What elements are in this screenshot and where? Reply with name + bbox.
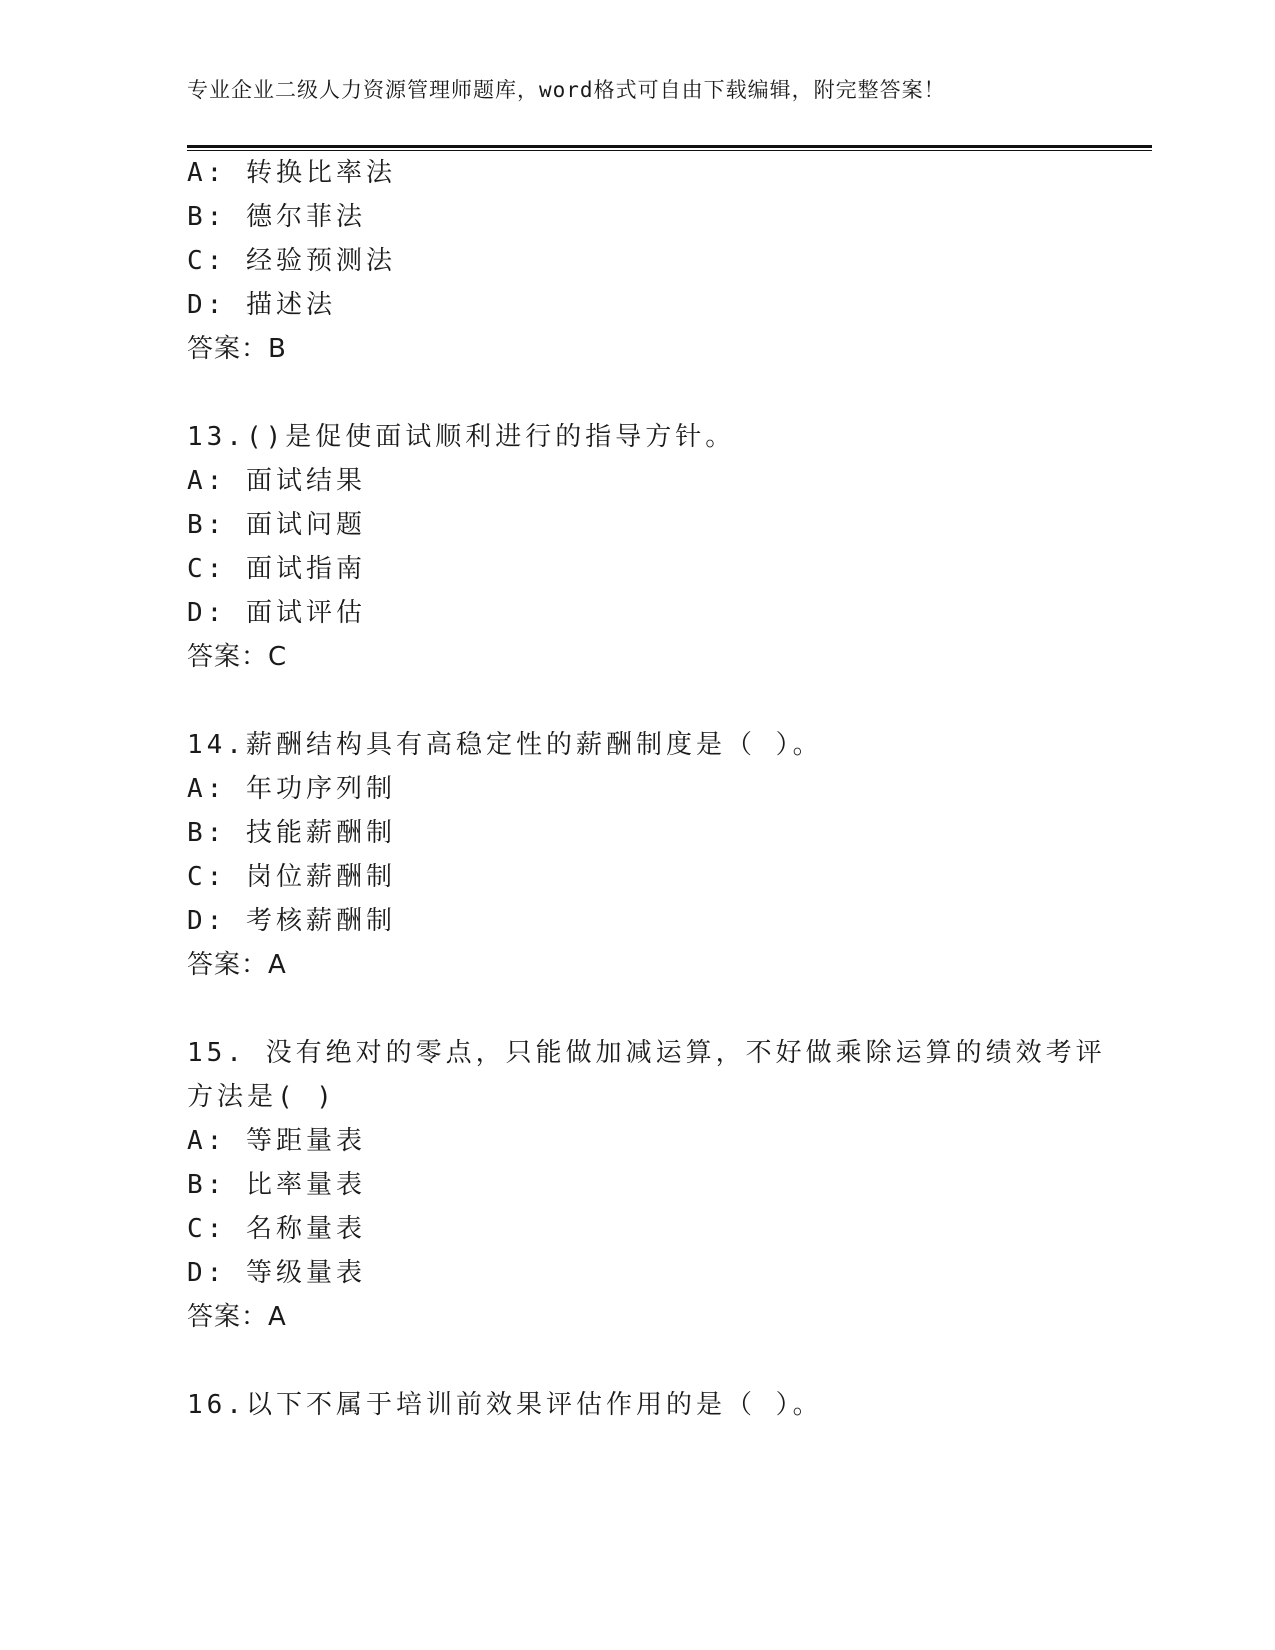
option-c: C: 岗位薪酬制 bbox=[187, 862, 396, 892]
option-c: C: 面试指南 bbox=[187, 554, 366, 584]
option-b: B: 面试问题 bbox=[187, 510, 366, 540]
option-d: D: 考核薪酬制 bbox=[187, 906, 396, 936]
option-d: D: 面试评估 bbox=[187, 598, 366, 628]
option-c: C: 名称量表 bbox=[187, 1214, 366, 1244]
option-c: C: 经验预测法 bbox=[187, 246, 396, 276]
option-b: B: 比率量表 bbox=[187, 1170, 366, 1200]
option-b: B: 德尔菲法 bbox=[187, 202, 366, 232]
page-header: 专业企业二级人力资源管理师题库，word格式可自由下载编辑，附完整答案！ bbox=[187, 78, 946, 102]
answer: 答案：C bbox=[187, 642, 288, 672]
option-d: D: 描述法 bbox=[187, 290, 336, 320]
header-divider bbox=[187, 145, 1152, 151]
answer: 答案：A bbox=[187, 950, 287, 980]
question-15-stem: 15. 没有绝对的零点，只能做加减运算，不好做乘除运算的绩效考评 bbox=[187, 1038, 1106, 1068]
question-13-stem: 13.()是促使面试顺利进行的指导方针。 bbox=[187, 422, 736, 452]
option-a: A: 面试结果 bbox=[187, 466, 366, 496]
answer: 答案：B bbox=[187, 334, 287, 364]
answer: 答案：A bbox=[187, 1302, 287, 1332]
question-14-stem: 14.薪酬结构具有高稳定性的薪酬制度是（ ）。 bbox=[187, 730, 823, 760]
option-b: B: 技能薪酬制 bbox=[187, 818, 396, 848]
option-d: D: 等级量表 bbox=[187, 1258, 366, 1288]
question-16-stem: 16.以下不属于培训前效果评估作用的是（ ）。 bbox=[187, 1390, 823, 1420]
option-a: A: 等距量表 bbox=[187, 1126, 366, 1156]
question-15-stem-cont: 方法是( ) bbox=[187, 1082, 336, 1112]
option-a: A: 转换比率法 bbox=[187, 158, 396, 188]
option-a: A: 年功序列制 bbox=[187, 774, 396, 804]
